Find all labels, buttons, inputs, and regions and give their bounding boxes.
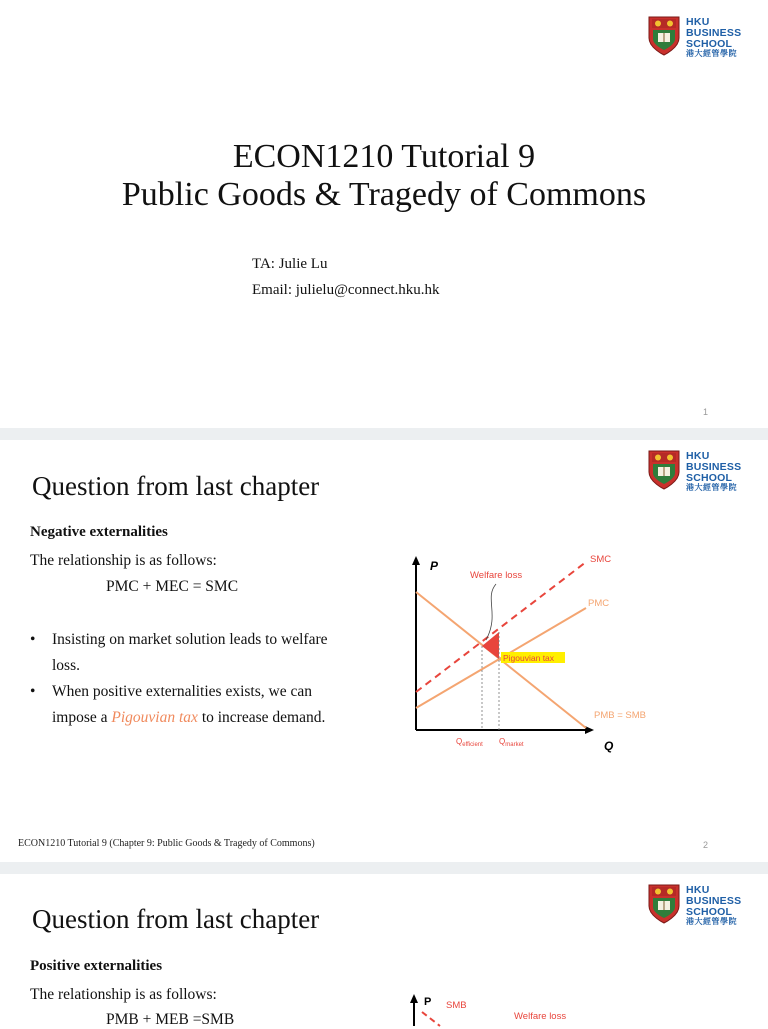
bullet-item bbox=[30, 627, 350, 679]
q-efficient-label bbox=[456, 737, 483, 748]
y-axis-arrow bbox=[410, 994, 418, 1003]
slide-2 bbox=[0, 440, 768, 862]
slide3-equation: PMB + MEB =SMB bbox=[106, 1011, 235, 1028]
smc-label: SMC bbox=[590, 554, 612, 565]
hku-logo bbox=[648, 16, 740, 58]
slide-1 bbox=[0, 0, 768, 428]
bullet2-after: to increase demand. bbox=[197, 709, 326, 726]
page-number: 1 bbox=[702, 407, 708, 417]
logo-line1: HKU bbox=[686, 450, 710, 462]
logo-line4: 港大經管學院 bbox=[686, 483, 737, 492]
ta-name: TA: Julie Lu bbox=[252, 256, 328, 272]
slide-separator bbox=[0, 862, 768, 874]
slide2-equation: PMC + MEC = SMC bbox=[106, 578, 239, 595]
logo-line1: HKU bbox=[686, 884, 710, 896]
hku-logo bbox=[648, 450, 740, 492]
welfare-loss-label: Welfare loss bbox=[470, 570, 523, 581]
q-efficient-main: Q bbox=[456, 737, 463, 746]
logo-line4: 港大經管學院 bbox=[686, 49, 737, 58]
hku-logo bbox=[648, 884, 740, 926]
slide2-bullets bbox=[30, 627, 350, 731]
slide2-footer: ECON1210 Tutorial 9 (Chapter 9: Public Goods & Tragedy of Commons) bbox=[18, 838, 315, 849]
externality-chart bbox=[398, 540, 646, 770]
logo-line3: SCHOOL bbox=[686, 472, 733, 484]
logo-line1: HKU bbox=[686, 16, 710, 28]
logo-line3: SCHOOL bbox=[686, 38, 733, 50]
slide3-heading: Question from last chapter bbox=[32, 904, 320, 934]
pigouvian-tax-label: Pigouvian tax bbox=[503, 653, 555, 663]
smb-label: SMB bbox=[446, 1000, 467, 1011]
slide2-intro: The relationship is as follows: bbox=[30, 552, 217, 569]
q-efficient-sub: efficient bbox=[462, 742, 483, 748]
hku-crest-icon bbox=[648, 16, 680, 56]
hku-crest-icon bbox=[648, 450, 680, 490]
pmb-smb-label: PMB = SMB bbox=[594, 710, 646, 721]
logo-line2: BUSINESS bbox=[686, 895, 742, 907]
logo-line4: 港大經管學院 bbox=[686, 917, 737, 926]
slide1-title-line2: Public Goods & Tragedy of Commons bbox=[121, 176, 647, 213]
slide-3 bbox=[0, 874, 768, 1028]
q-market-label bbox=[499, 737, 524, 748]
logo-line2: BUSINESS bbox=[686, 27, 742, 39]
slide-separator bbox=[0, 428, 768, 440]
q-market-main: Q bbox=[499, 737, 506, 746]
bullet-item bbox=[30, 679, 350, 731]
axis-label-p: P bbox=[424, 996, 432, 1008]
ta-email: Email: julielu@connect.hku.hk bbox=[252, 282, 440, 298]
slide2-subheading: Negative externalities bbox=[30, 524, 168, 540]
slide3-subheading: Positive externalities bbox=[30, 958, 163, 974]
smb-line bbox=[422, 1012, 440, 1026]
axis-label-p: P bbox=[430, 559, 439, 573]
slide3-intro: The relationship is as follows: bbox=[30, 986, 217, 1003]
logo-line2: BUSINESS bbox=[686, 461, 742, 473]
bullet2-before: When positive externalities exists, we can impose a bbox=[52, 683, 312, 726]
page-number: 2 bbox=[702, 840, 708, 850]
axis-label-q: Q bbox=[604, 739, 614, 753]
pigouvian-tax-term: Pigouvian tax bbox=[111, 709, 198, 726]
slide1-title-line1: ECON1210 Tutorial 9 bbox=[232, 138, 536, 175]
smc-line bbox=[416, 562, 586, 692]
q-market-sub: market bbox=[505, 742, 524, 748]
welfare-loss-triangle bbox=[482, 632, 499, 659]
pmc-label: PMC bbox=[588, 598, 610, 609]
y-axis-arrow bbox=[412, 556, 420, 565]
slide2-heading: Question from last chapter bbox=[32, 471, 320, 501]
positive-externality-chart bbox=[400, 986, 600, 1026]
welfare-loss-label: Welfare loss bbox=[514, 1011, 567, 1022]
bullet1-text: Insisting on market solution leads to welfare loss. bbox=[52, 631, 328, 674]
hku-crest-icon bbox=[648, 884, 680, 924]
logo-line3: SCHOOL bbox=[686, 906, 733, 918]
